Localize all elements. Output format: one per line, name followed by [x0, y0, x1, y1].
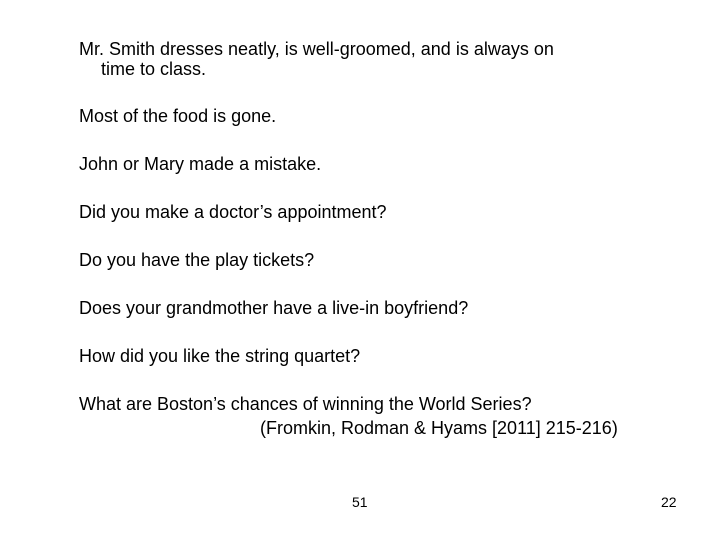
sentence-grandmother: Does your grandmother have a live-in boyfriend? — [79, 298, 469, 318]
sentence-doctor: Did you make a doctor’s appointment? — [79, 202, 387, 222]
citation: (Fromkin, Rodman & Hyams [2011] 215-216) — [260, 418, 618, 438]
page-number: 22 — [661, 494, 677, 510]
sentence-smith: Mr. Smith dresses neatly, is well-groomed, and is always on — [79, 39, 554, 59]
sentence-smith-continuation: time to class. — [101, 59, 207, 79]
footer-center-number: 51 — [352, 494, 368, 510]
sentence-food: Most of the food is gone. — [79, 106, 277, 126]
sentence-john-mary: John or Mary made a mistake. — [79, 154, 322, 174]
sentence-boston: What are Boston’s chances of winning the World Series? — [79, 394, 532, 414]
sentence-tickets: Do you have the play tickets? — [79, 250, 315, 270]
sentence-quartet: How did you like the string quartet? — [79, 346, 361, 366]
